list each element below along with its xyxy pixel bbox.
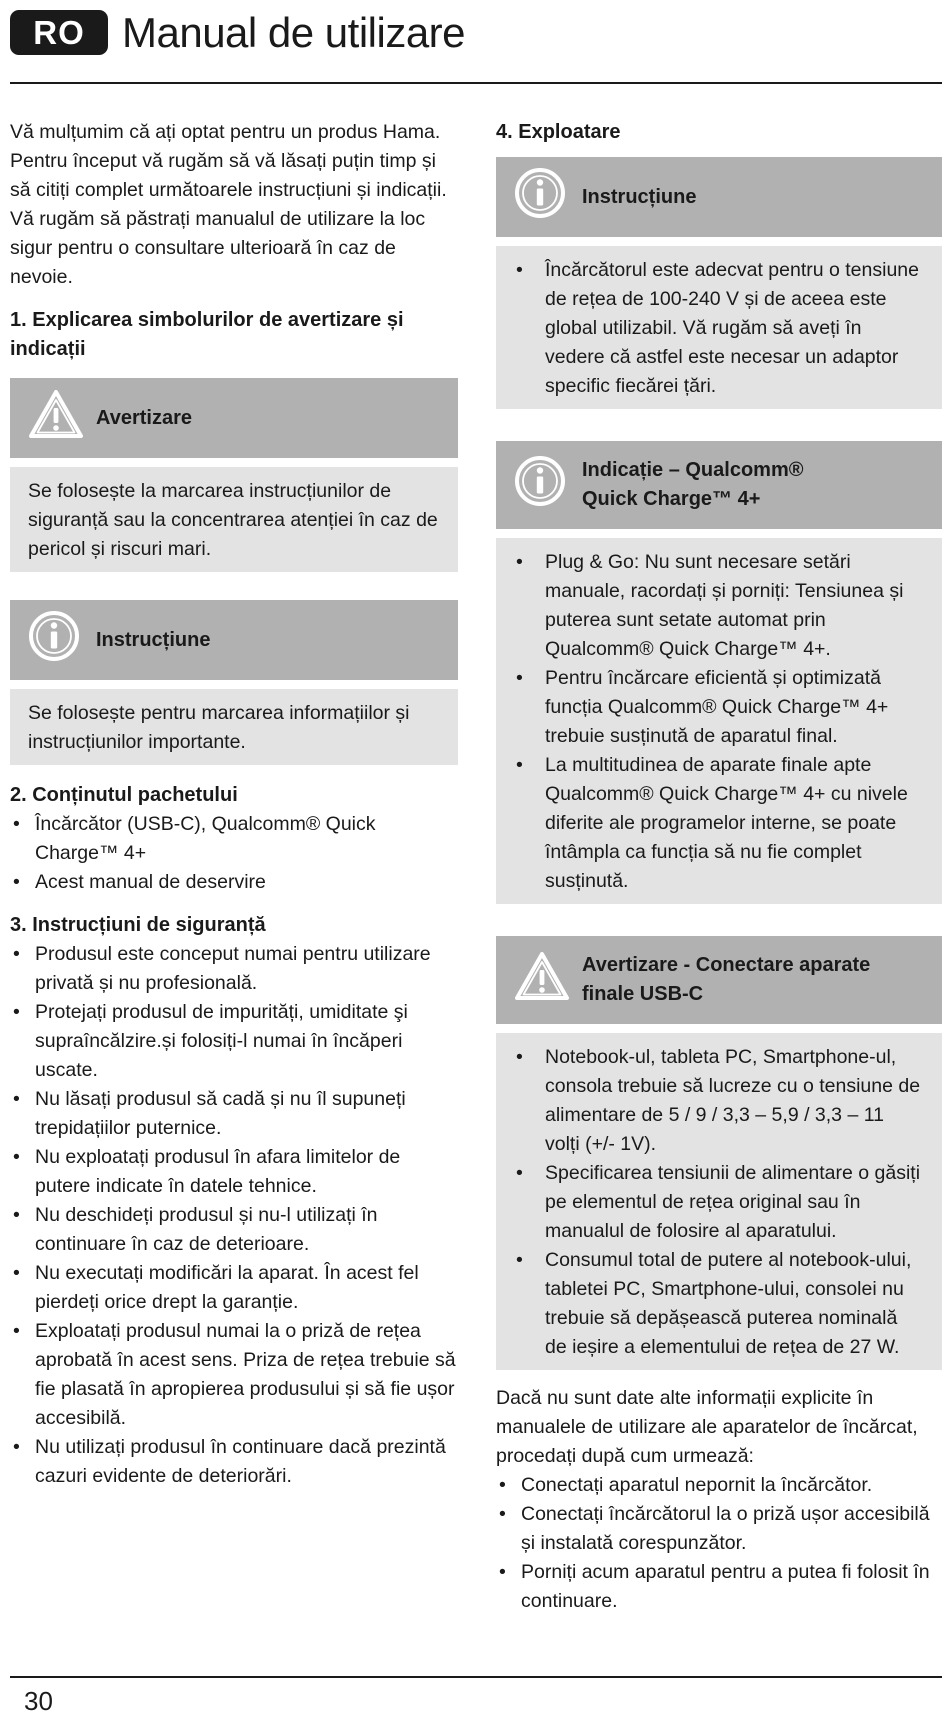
warning-notice-title: Avertizare [96, 406, 192, 429]
info-icon [28, 610, 80, 671]
list-item: • Încărcătorul este adecvat pentru o tensiune de rețea de 100-240 V și de aceea este global utilizabil. Vă rugăm să aveți în vedere că astfel este necesar un adaptor specific fiecărei țări. [514, 256, 924, 401]
right-column [496, 118, 942, 1616]
list-item: • Conectați aparatul nepornit la încărcător. [496, 1471, 942, 1500]
qualcomm-note-body [496, 538, 942, 904]
usbc-warning-header [496, 936, 942, 1024]
list-item: • Porniți acum aparatul pentru a putea fi folosit în continuare. [496, 1558, 942, 1616]
section1-heading: 1. Explicarea simbolurilor de avertizare și indicații [10, 309, 404, 360]
intro-paragraph: Vă mulțumim că ați optat pentru un produs Hama. Pentru început vă rugăm să vă lăsați puțin timp și să citiți complet următoarele instrucțiuni și indicații. Vă rugăm să păstrați manualul de utilizare la loc sigur pentru o consultare ulterioară în caz de nevoie. [10, 121, 447, 288]
list-item: • Încărcător (USB-C), Qualcomm® Quick Charge™ 4+ [10, 810, 458, 868]
list-item: • Consumul total de putere al notebook-ului, tabletei PC, Smartphone-ului, consolei nu trebuie să depășească puterea nominală de ieșire a elementului de rețea de 27 W. [514, 1246, 924, 1362]
qualcomm-note-title-line2: Quick Charge™ 4+ [582, 488, 761, 510]
qualcomm-note-title-line1: Indicație – Qualcomm® [582, 459, 804, 481]
list-item: • Exploatați produsul numai la o priză de rețea aprobată în acest sens. Priza de rețea trebuie să fie plasată în apropierea produsului și să fie ușor accesibilă. [10, 1317, 458, 1433]
safety-instructions-list [10, 940, 458, 1491]
header-rule [10, 82, 942, 84]
list-item: • Plug & Go: Nu sunt necesare setări manuale, racordați și porniți: Tensiunea și puterea sunt setate automat prin Qualcomm® Quick Charge™ 4+. [514, 548, 924, 664]
warning-notice-header [10, 378, 458, 458]
note-notice-header [10, 600, 458, 680]
page-number: 30 [24, 1686, 53, 1716]
page-title: Manual de utilizare [122, 9, 466, 56]
list-item: • Nu deschideți produsul și nu-l utilizați în continuare în caz de deterioare. [10, 1201, 458, 1259]
left-column [10, 118, 458, 1491]
warning-notice [10, 378, 458, 572]
outro-steps-list [496, 1471, 942, 1616]
warning-triangle-icon [514, 951, 570, 1010]
list-item: • Nu executați modificări la aparat. În acest fel pierdeți orice drept la garanție. [10, 1259, 458, 1317]
qualcomm-note-title [582, 456, 803, 514]
note-notice [10, 600, 458, 765]
list-item: • Specificarea tensiunii de alimentare o găsiți pe elementul de rețea original sau în manualul de folosire al aparatului. [514, 1159, 924, 1246]
operation-note-header [496, 157, 942, 237]
operation-note-body [496, 246, 942, 409]
list-item: • La multitudinea de aparate finale apte Qualcomm® Quick Charge™ 4+ cu nivele diferite ale programelor interne, se poate întâmpla ca funcția să nu fie complet susținută. [514, 751, 924, 896]
operation-note-notice [496, 157, 942, 409]
qualcomm-note-list [514, 548, 924, 896]
list-item: • Nu exploatați produsul în afara limitelor de putere indicate în datele tehnice. [10, 1143, 458, 1201]
usbc-warning-title [582, 951, 870, 1009]
warning-notice-body [10, 467, 458, 572]
list-item: • Produsul este conceput numai pentru utilizare privată și nu profesională. [10, 940, 458, 998]
list-item: • Conectați încărcătorul la o priză ușor accesibilă și instalată corespunzător. [496, 1500, 942, 1558]
section3-heading: 3. Instrucțiuni de siguranță [10, 914, 266, 936]
note-notice-text: Se folosește pentru marcarea informațiilor și instrucțiunilor importante. [28, 702, 410, 753]
list-item: • Acest manual de deservire [10, 868, 458, 897]
qualcomm-note-header [496, 441, 942, 529]
language-badge: RO [10, 10, 108, 55]
section4-heading: 4. Exploatare [496, 121, 621, 143]
usbc-warning-title-line2: finale USB-C [582, 983, 704, 1005]
warning-notice-text: Se folosește la marcarea instrucțiunilor de siguranță sau la concentrarea atenției în caz de pericol și riscuri mari. [28, 480, 438, 560]
usbc-warning-body [496, 1033, 942, 1370]
section2-heading: 2. Conținutul pachetului [10, 784, 238, 806]
operation-note-list [514, 256, 924, 401]
list-item: • Protejați produsul de impurități, umiditate şi supraîncălzire.și folosiți-l numai în încăperi uscate. [10, 998, 458, 1085]
footer-rule [10, 1676, 942, 1678]
operation-note-title: Instrucțiune [582, 185, 697, 208]
info-icon [514, 167, 566, 228]
outro-paragraph: Dacă nu sunt date alte informații explicite în manualele de utilizare ale aparatelor de încărcat, procedați după cum urmează: [496, 1387, 918, 1467]
list-item: • Nu utilizați produsul în continuare dacă prezintă cazuri evidente de deteriorări. [10, 1433, 458, 1491]
info-icon [514, 455, 566, 516]
qualcomm-note-notice [496, 441, 942, 904]
note-notice-body [10, 689, 458, 765]
page-header [10, 0, 942, 84]
list-item: • Notebook-ul, tableta PC, Smartphone-ul, consola trebuie să lucreze cu o tensiune de alimentare de 5 / 9 / 3,3 – 5,9 / 3,3 – 11 volți (+/- 1V). [514, 1043, 924, 1159]
list-item: • Nu lăsați produsul să cadă și nu îl supuneți trepidațiilor puternice. [10, 1085, 458, 1143]
warning-triangle-icon [28, 389, 84, 448]
note-notice-title: Instrucțiune [96, 628, 211, 651]
usbc-warning-notice [496, 936, 942, 1370]
list-item: • Pentru încărcare eficientă și optimizată funcția Qualcomm® Quick Charge™ 4+ trebuie susținută de aparatul final. [514, 664, 924, 751]
usbc-warning-title-line1: Avertizare - Conectare aparate [582, 954, 871, 976]
package-contents-list [10, 810, 458, 897]
usbc-warning-list [514, 1043, 924, 1362]
